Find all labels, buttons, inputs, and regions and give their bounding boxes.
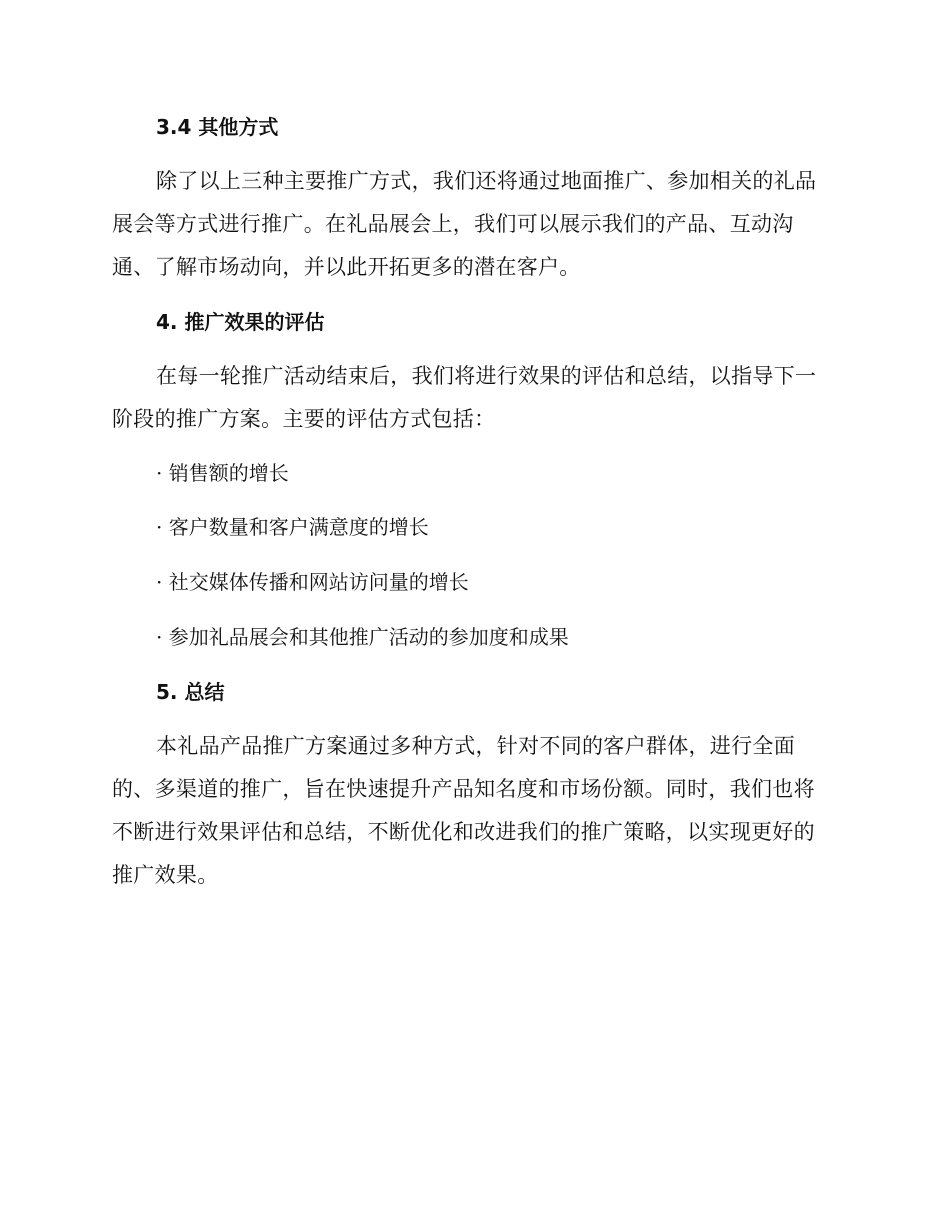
evaluation-bullet-social-media: · 社交媒体传播和网站访问量的增长 (156, 570, 469, 594)
section-heading-5: 5. 总结 (156, 680, 225, 704)
section-4-paragraph: 在每一轮推广活动结束后，我们将进行效果的评估和总结，以指导下一阶段的推广方案。主要的评估方式包括： (112, 364, 817, 431)
section-3-4-paragraph: 除了以上三种主要推广方式，我们还将通过地面推广、参加相关的礼品展会等方式进行推广。在礼品展会上，我们可以展示我们的产品、互动沟通、了解市场动向，并以此开拓更多的潜在客户。 (112, 169, 817, 279)
section-heading-3-4: 3.4 其他方式 (156, 115, 279, 139)
evaluation-bullet-customers: · 客户数量和客户满意度的增长 (156, 515, 429, 539)
evaluation-bullet-sales: · 销售额的增长 (156, 461, 289, 485)
evaluation-bullet-events: · 参加礼品展会和其他推广活动的参加度和成果 (156, 625, 569, 649)
section-5-paragraph: 本礼品产品推广方案通过多种方式，针对不同的客户群体，进行全面的、多渠道的推广，旨在快速提升产品知名度和市场份额。同时，我们也将不断进行效果评估和总结，不断优化和改进我们的推广策略，以实现更好的推广效果。 (112, 734, 815, 887)
section-heading-4: 4. 推广效果的评估 (156, 310, 325, 334)
